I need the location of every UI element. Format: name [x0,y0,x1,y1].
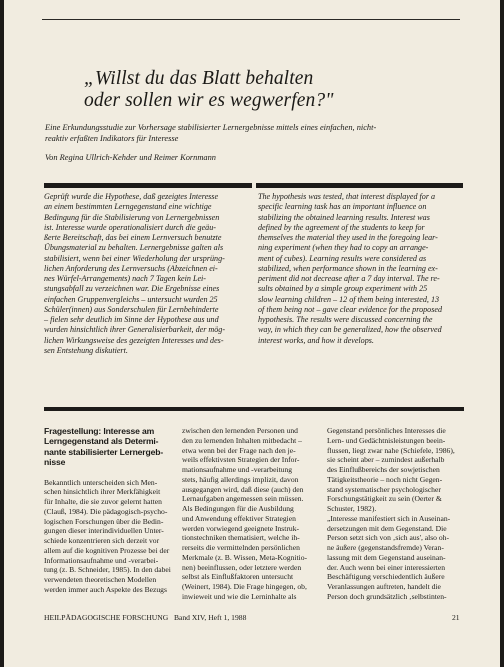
text-line: nante stabilisierter Lernergeb- [44,446,164,457]
text-line: ßerte Bereitschaft, das bei einem Lernversuch benutzte [44,233,222,242]
text-line: nes Würfel-Arrangements) nach 7 Tagen kein Lei- [44,274,206,283]
text-line: Person doch grundsätzlich ‚selbstinten- [327,591,447,601]
section-heading [44,426,174,468]
text-line: ausgegangen wird, daß diese (auch) den [182,484,304,494]
text-line: selbst als Einflußfaktoren untersucht [182,572,294,582]
abstract-de-bar [44,183,252,188]
text-line: Forschungstätigkeit zu sein (Oerter & [327,494,442,504]
text-line: stand systematischer psychologischer [327,484,441,494]
text-line: Gegenstand persönliches Interesses die [327,426,446,435]
text-line: Lern- und Gedächtnisleistungen beein- [327,435,446,445]
journal-footer: HEILPÄDAGOGISCHE FORSCHUNG Band XIV, Heft 1, 1988 [44,613,247,622]
text-line: und Anwendung effektiver Strategien [182,513,296,523]
text-line: (Weinert, 1984). Die Frage hingegen, ob, [182,582,307,591]
text-line: oder sollen wir es wegwerfen?" [84,90,334,111]
text-line: sults obtained by a simple group experiment with 25 [258,284,428,294]
text-line: flussen, liegt zwar nahe (Schiefele, 1986), [327,445,455,455]
text-line: rerseits die vermittelnden persönlichen [182,543,300,552]
article-title [84,68,484,112]
text-line: tionstechniken thematisiert, welche ih- [182,533,300,543]
text-line: way, in which they can be generalized, how the observed [258,325,442,335]
text-line: etwa wenn bei der Frage nach den je- [182,445,296,455]
text-line: Bedingung für die Stabilisierung von Lernergebnissen [44,212,220,222]
text-line: dersetzungen mit dem Gegenstand. Die [327,523,447,533]
page-number: 21 [452,613,460,622]
abstract-english [258,192,464,346]
text-line: stabilizing the obtained learning results. Interest was [258,212,430,222]
text-line: slow learning children – 12 of them being interested, 13 [258,294,440,304]
text-line: reaktiv erfaßten Indikators für Interesse [45,133,179,143]
text-line: verwendeten theoretischen Modellen [44,575,157,585]
text-line: The hypothesis was tested, that interest displayed for a [258,192,436,201]
text-line: tung (z. B. Schneider, 1985). In den dabei [44,565,171,575]
text-line: für Inhalte, die sie zuvor gelernt hatten [44,497,162,507]
body-column-2 [182,426,317,602]
text-line: des Einflußbereichs der sowjetischen [327,465,440,474]
text-line: gungen dieser interindividuellen Unter- [44,526,164,536]
abstract-en-bar [256,183,463,188]
section-rule [44,407,464,411]
text-line: inwieweit und wie die Lerninhalte als [182,591,297,601]
text-line: Geprüft wurde die Hypothese, daß gezeigtes Interesse [44,192,219,201]
text-line: Merkmale (z. B. Wissen, Meta-Kognitio- [182,552,308,562]
text-line: sen Entstehung diskutiert. [44,345,128,355]
column-1-text [44,478,174,595]
text-line: hypothesis. The results were discussed concerning the [258,315,433,324]
text-line: ist. Interesse wurde operationalisiert durch die geäu- [44,222,216,232]
text-line: schiede konzentrieren sich derzeit vor [44,536,160,546]
text-line: „Interesse manifestiert sich in Auseinan- [327,513,451,523]
text-line: Informationsaufnahme und -verarbei- [44,555,159,565]
text-line: Eine Erkundungsstudie zur Vorhersage stabilisierter Lernergebnisse mittels eines einfachen, nicht- [45,123,377,132]
journal-page [4,0,500,667]
text-line: Veranlassungen auftreten, handelt die [327,582,441,591]
text-line: „Willst du das Blatt behalten [84,68,314,89]
text-line: Lernaufgaben angemessen sein müssen. [182,494,304,504]
text-line: defined by the agreement of the students to keep for [258,222,425,232]
text-line: themselves the material they used in the foregoing lear- [258,233,438,242]
text-line: sie scheint aber – zumindest außerhalb [327,455,445,465]
text-line: stabilisiert, wenn bei einer Wiederholung der ursprüng- [44,253,225,263]
text-line: periment did not decrease after a 7 day interval. The re- [258,274,440,283]
text-line: lichen Wirkungsweise des gezeigten Interesses und des- [44,335,224,345]
text-line: Als Bedingungen für die Ausbildung [182,504,294,513]
text-line: of them being not – gave clear evidence for the proposed [258,304,443,314]
text-line: schen hinsichtlich ihrer Merkfähigkeit [44,487,161,497]
text-line: logischen Forschungen über die Bedin- [44,516,164,526]
text-line: Tätigkeitstheorie – noch nicht Gegen- [327,474,443,484]
abstract-german [44,192,252,356]
text-line: Bekanntlich unterscheiden sich Men- [44,477,158,487]
text-line: ment of cubes). Learning results were considered as [258,253,427,263]
text-line: Beschäftigung verschiedentlich äußere [327,572,445,582]
text-line: allem auf die kognitiven Prozesse bei der [44,545,170,555]
text-line: der. Auch wenn bei einer interessierten [327,562,446,572]
text-line: werden vorwiegend geeignete Instruk- [182,523,300,533]
text-line: lichen Anforderung des Lernversuchs (Abzeichnen ei- [44,263,218,273]
text-line: specific learning task has an important influence on [258,202,427,212]
text-line: an einem bestimmten Lerngegenstand eine wichtige [44,202,212,212]
text-line: stets, häufig allerdings implizit, davon [182,474,299,484]
article-subtitle [45,123,461,144]
text-line: stungsabfall zu verzeichnen war. Die Ergebnisse eines [44,284,220,294]
text-line: Schüler(innen) aus Sonderschulen für Lernbehinderte [44,304,219,314]
text-line: werden immer auch Aspekte des Bezugs [44,584,167,594]
text-line: ne äußere (gegenstandsfremde) Veran- [327,543,444,552]
text-line: nisse [44,457,66,468]
text-line: Schuster, 1982). [327,504,377,513]
authors: Von Regina Ullrich-Kehder und Reimer Kornmann [45,153,216,162]
top-rule [42,19,460,20]
text-line: ning experiment (when they had to copy an arrange- [258,243,429,253]
body-column-3 [327,426,464,602]
body-column-1 [44,426,174,595]
text-line: mationsaufnahme und -verarbeitung [182,465,293,474]
text-line: weils effektivsten Strategien der Infor- [182,455,300,465]
text-line: Lerngegenstand als Determi- [44,436,159,447]
text-line: nen) beeinflussen, oder letztere werden [182,562,302,572]
text-line: interest works, and how it develops. [258,335,374,345]
text-line: – fielen sehr deutlich im Sinne der Hypothese aus und [44,315,219,324]
text-line: lassung mit dem Gegenstand auseinan- [327,552,446,562]
text-line: (Clauß, 1984). Die pädagogisch-psycho- [44,506,168,516]
text-line: einfachen Gruppenvergleichs – untersucht wurden 25 [44,294,218,304]
text-line: Übungsmaterial zu behalten. Lernergebnisse galten als [44,243,224,253]
text-line: wurden hinsichtlich ihrer Generalisierbarkeit, der mög- [44,325,226,335]
text-line: Person setzt sich von ‚sich aus', also oh- [327,533,450,543]
text-line: zwischen den lernenden Personen und [182,426,298,435]
text-line: den zu lernenden Inhalten mitbedacht – [182,435,302,445]
text-line: stabilized, when performance shown in the learning ex- [258,263,438,273]
text-line: Fragestellung: Interesse am [44,426,155,436]
